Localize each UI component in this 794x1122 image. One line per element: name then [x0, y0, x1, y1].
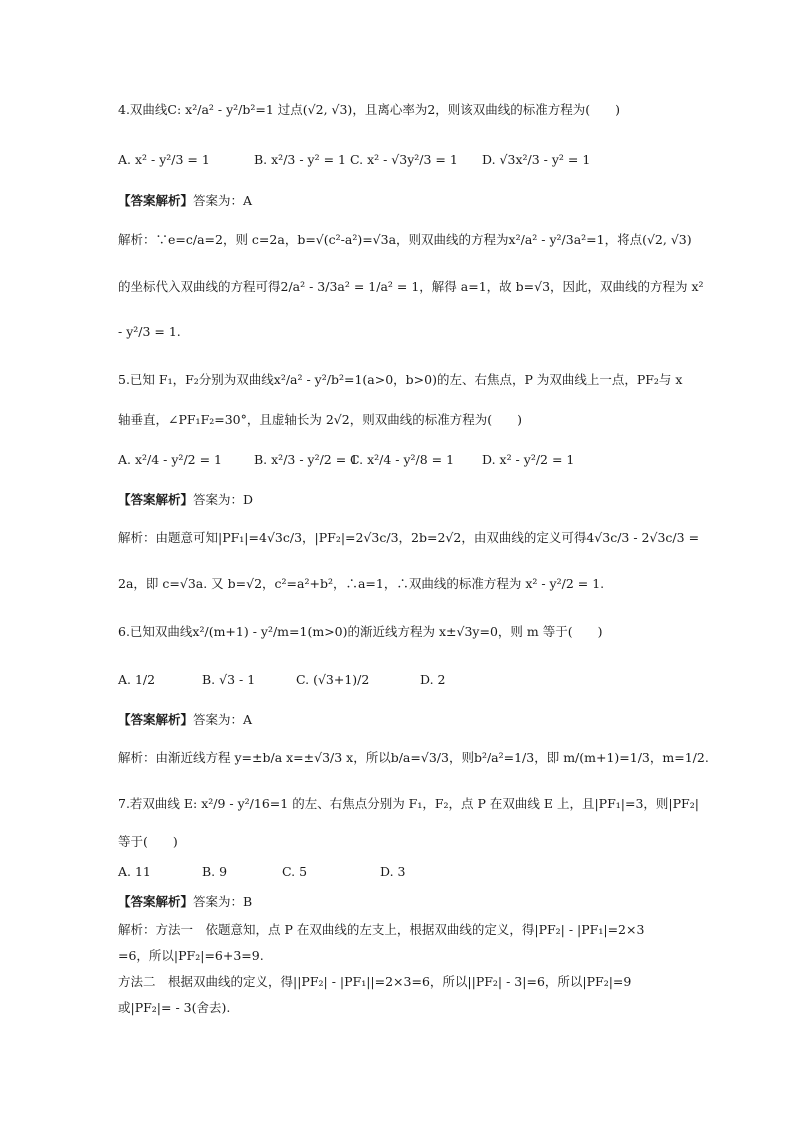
q5-option-a: A. x²/4 - y²/2 = 1 — [118, 452, 222, 467]
q7-analysis-1: 解析：方法一 依题意知，点 P 在双曲线的左支上，根据双曲线的定义，得|PF₂| - |PF₁|=2×3 — [118, 922, 645, 937]
q4-option-d: D. √3x²/3 - y² = 1 — [482, 152, 591, 167]
q4-analysis-3: - y²/3 = 1. — [118, 324, 181, 339]
q6-option-a: A. 1/2 — [118, 672, 156, 687]
q4-answer-row — [118, 193, 252, 209]
q7-answer-label: 【答案解析】 — [118, 894, 194, 909]
q5-answer: 答案为：D — [193, 492, 254, 507]
q5-analysis-2: 2a，即 c=√3a. 又 b=√2，c²=a²+b²，∴a=1，∴双曲线的标准方程为 x² - y²/2 = 1. — [118, 576, 605, 591]
q4-analysis-1: 解析：∵e=c/a=2，则 c=2a，b=√(c²-a²)=√3a，则双曲线的方程为x²/a² - y²/3a²=1，将点(√2, √3) — [118, 232, 692, 247]
q7-option-d: D. 3 — [380, 864, 406, 879]
q5-option-b: B. x²/3 - y²/2 = 1 — [254, 452, 359, 467]
q5-answer-label: 【答案解析】 — [118, 492, 194, 507]
q4-stem: 4.双曲线C: x²/a² - y²/b²=1 过点(√2, √3)，且离心率为2，则该双曲线的标准方程为( ) — [118, 102, 621, 117]
q7-analysis-4: 或|PF₂|= - 3(舍去). — [118, 1000, 231, 1015]
q6-answer-label: 【答案解析】 — [118, 712, 194, 727]
q4-option-a: A. x² - y²/3 = 1 — [118, 152, 210, 167]
q4-analysis-2: 的坐标代入双曲线的方程可得2/a² - 3/3a² = 1/a² = 1，解得 a=1，故 b=√3，因此，双曲线的方程为 x² — [118, 279, 704, 294]
q6-option-d: D. 2 — [420, 672, 446, 687]
q6-analysis: 解析：由渐近线方程 y=±b/a x=±√3/3 x，所以b/a=√3/3，则b²/a²=1/3，即 m/(m+1)=1/3，m=1/2. — [118, 750, 709, 765]
q7-option-b: B. 9 — [202, 864, 228, 879]
q7-stem-2: 等于( ) — [118, 834, 178, 849]
q5-option-d: D. x² - y²/2 = 1 — [482, 452, 575, 467]
q7-option-a: A. 11 — [118, 864, 151, 879]
q7-stem-1: 7.若双曲线 E: x²/9 - y²/16=1 的左、右焦点分别为 F₁，F₂，点 P 在双曲线 E 上，且|PF₁|=3，则|PF₂| — [118, 796, 699, 811]
q5-answer-row — [118, 492, 253, 508]
q6-option-c: C. (√3+1)/2 — [296, 672, 370, 687]
q7-answer: 答案为：B — [193, 894, 253, 909]
q7-option-c: C. 5 — [282, 864, 308, 879]
q6-option-b: B. √3 - 1 — [202, 672, 256, 687]
q5-stem-2: 轴垂直，∠PF₁F₂=30°，且虚轴长为 2√2，则双曲线的标准方程为( ) — [118, 412, 522, 427]
q5-analysis-1: 解析：由题意可知|PF₁|=4√3c/3，|PF₂|=2√3c/3，2b=2√2，由双曲线的定义可得4√3c/3 - 2√3c/3 = — [118, 530, 700, 545]
q7-analysis-2: =6，所以|PF₂|=6+3=9. — [118, 948, 264, 963]
q6-answer: 答案为：A — [193, 712, 253, 727]
q4-answer: 答案为：A — [193, 193, 253, 208]
q5-stem-1: 5.已知 F₁，F₂分别为双曲线x²/a² - y²/b²=1(a>0，b>0)的左、右焦点，P 为双曲线上一点，PF₂与 x — [118, 372, 683, 387]
q4-answer-label: 【答案解析】 — [118, 193, 194, 208]
q6-stem: 6.已知双曲线x²/(m+1) - y²/m=1(m>0)的渐近线方程为 x±√3y=0，则 m 等于( ) — [118, 624, 603, 639]
q7-answer-row — [118, 894, 252, 910]
q6-answer-row — [118, 712, 252, 728]
q7-analysis-3: 方法二 根据双曲线的定义，得||PF₂| - |PF₁||=2×3=6，所以||PF₂| - 3|=6，所以|PF₂|=9 — [118, 974, 632, 989]
q5-option-c: C. x²/4 - y²/8 = 1 — [350, 452, 455, 467]
q4-option-c: C. x² - √3y²/3 = 1 — [350, 152, 458, 167]
q4-option-b: B. x²/3 - y² = 1 — [254, 152, 346, 167]
